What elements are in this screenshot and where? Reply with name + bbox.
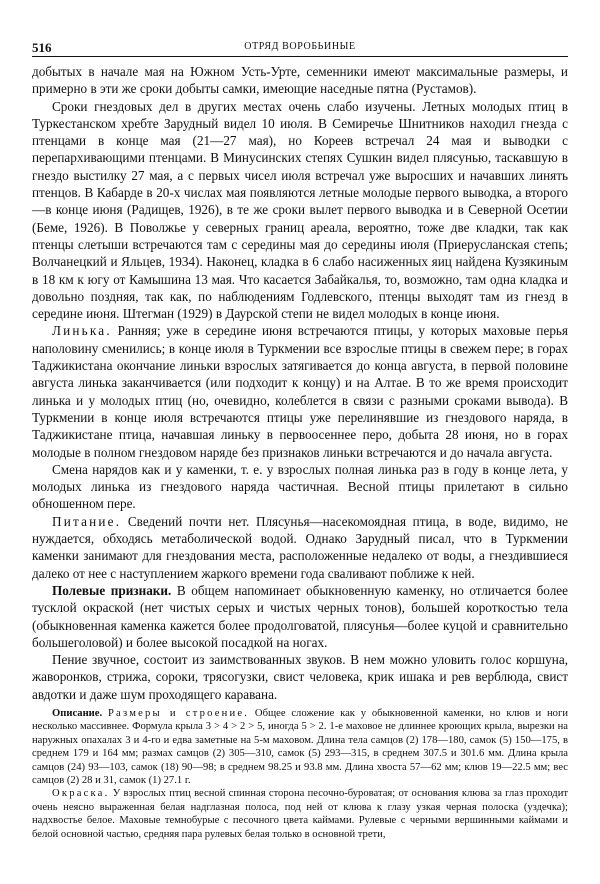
subheading: Окраска. xyxy=(52,788,110,800)
page xyxy=(32,40,568,841)
paragraph: Пение звучное, состоит из заимствованных звуков. В нем можно уловить голос коршуна, жаворонков, стрижа, сороки, трясогузки, свист человека, крик ишака и рев верблюда, свист авдотки и даже шум проходящего каравана. xyxy=(32,652,568,702)
subheading: Размеры и строение. xyxy=(107,707,250,719)
page-header xyxy=(32,40,568,57)
description-text xyxy=(32,707,568,841)
paragraph: добытых в начале мая на Южном Усть-Урте, семенники имеют максимальные размеры, и примерно в эти же сроки добыты самки, имеющие наседные пятна (Рустамов). xyxy=(32,64,568,97)
paragraph: Сроки гнездовых дел в других местах очень слабо изучены. Летных молодых птиц в Туркестанском хребте Зарудный видел 10 июля. В Семиречье Шнитников находил гнезда с птенцами в конце мая (21—27 мая), но Кореев встречал 24 мая и выводки с перепархивающими птенцами. В Минусинских степях Сушкин видел плясунью, таскавшую в гнездо выстилку 27 мая, а с первых чисел июля встречал уже выросших и начавших линять птенцов. В Кабарде в 20-х числах мая появляются летные молодые первого выводка, а второго—в конце июня (Радищев, 1926), в те же сроки вылет первого выводка и в Северной Осетии (Беме, 1926). В Поволжье у северных границ ареала, вероятно, тоже две кладки, так как птенцы слетыши встречаются там с середины мая до середины июля (Приерусланская степь; Волчанецкий и Яльцев, 1934). Наконец, кладка в 6 слабо насиженных яиц найдена Кузякиным в 18 км к югу от Камышина 13 мая. Что касается Забайкалья, то, возможно, там одна кладка и довольно поздняя, так как, по наблюдениям Годлевского, птенцы выходят там из гнезд в середине июня. Штегман (1929) в Даурской степи не видел молодых в конце июня. xyxy=(32,98,568,322)
paragraph: Описание. Размеры и строение. Общее сложение как у обыкновенной каменки, но клюв и ноги несколько массивнее. Формула крыла 3 > 4 > 2 > 5, иногда 5 > 2. 1-е маховое не длиннее кроющих крыла, вырезки на наружных опахалах 3 и 4-го и едва заметные на 5-м маховом. Длина тела самцов (2) 178—180, самок (5) 150—175, в среднем 179 и 164 мм; размах самцов (2) 305—310, самок (5) 293—315, в среднем 307.5 и 301.6 мм. Длина крыла самцов (24) 93—103, самок (18) 90—98; в среднем 98.25 и 93.8 мм. Длина хвоста 57—62 мм; клюв 19—22.5 мм; вес самцов (2) 28 и 31, самок (1) 27.1 г. xyxy=(32,707,568,787)
paragraph: Окраска. У взрослых птиц весной спинная сторона песочно-буроватая; от основания клюва за глаз проходит очень неясно выраженная белая надглазная полоса, под ней от клюва к глазу узкая черная полоска (уздечка); надхвостье белое. Маховые темнобурые с песочного цвета каймами. Рулевые с черными вершинными каймами и белой основной частью, средняя пара рулевых белая только в основной трети, xyxy=(32,788,568,840)
section-heading: Линька. xyxy=(52,323,112,339)
running-head: ОТРЯД ВОРОБЬИНЫЕ xyxy=(244,41,356,52)
paragraph: Линька. Ранняя; уже в середине июня встречаются птицы, у которых маховые перья наполовину сменились; в конце июля в Туркмении все взрослые птицы в свежем пере; в горах Таджикистана окончание линьки взрослых затягивается до конца августа, в первой половине августа линька заканчивается (или подходит к концу) и на Алтае. В то же время происходит линька и у молодых птиц (но, очевидно, колеблется в связи с разными сроками вывода). В Туркмении в конце июля встречаются птицы уже перелинявшие из гнездового наряда, в Таджикистане птица, начавшая линьку в первоосеннее перо, добыта 28 июня, но в горах молодые в полном гнездовом наряде без признаков линьки встречаются и до начала августа. xyxy=(32,323,568,460)
paragraph: Полевые признаки. В общем напоминает обыкновенную каменку, но отличается более тусклой окраской (нет чистых серых и чистых черных тонов), большей короткостью тела (обыкновенная каменка кажется более продолговатой, плясунья—более куцой и сравнительно большеголовой) и более высокой посадкой на ногах. xyxy=(32,582,569,650)
section-heading: Описание. xyxy=(52,707,103,719)
paragraph: Смена нарядов как и у каменки, т. е. у взрослых полная линька раз в году в конце лета, у молодых линька из гнездового наряда частичная. Весной птицы прилетают в сильно обношенном пере. xyxy=(32,461,568,512)
section-heading: Питание. xyxy=(52,513,122,529)
main-text xyxy=(32,63,568,703)
paragraph: Питание. Сведений почти нет. Плясунья—насекомоядная птица, в воде, видимо, не нуждается, обходясь метаболической водой. Однако Зарудный писал, что в Туркмении каменки занимают для гнездования места, расположенные недалеко от воды, а гнездившиеся далеко от нее с наступлением жаркого времени года сваливают поближе к ней. xyxy=(32,513,568,581)
section-heading: Полевые признаки. xyxy=(52,582,172,598)
page-number: 516 xyxy=(32,40,52,55)
